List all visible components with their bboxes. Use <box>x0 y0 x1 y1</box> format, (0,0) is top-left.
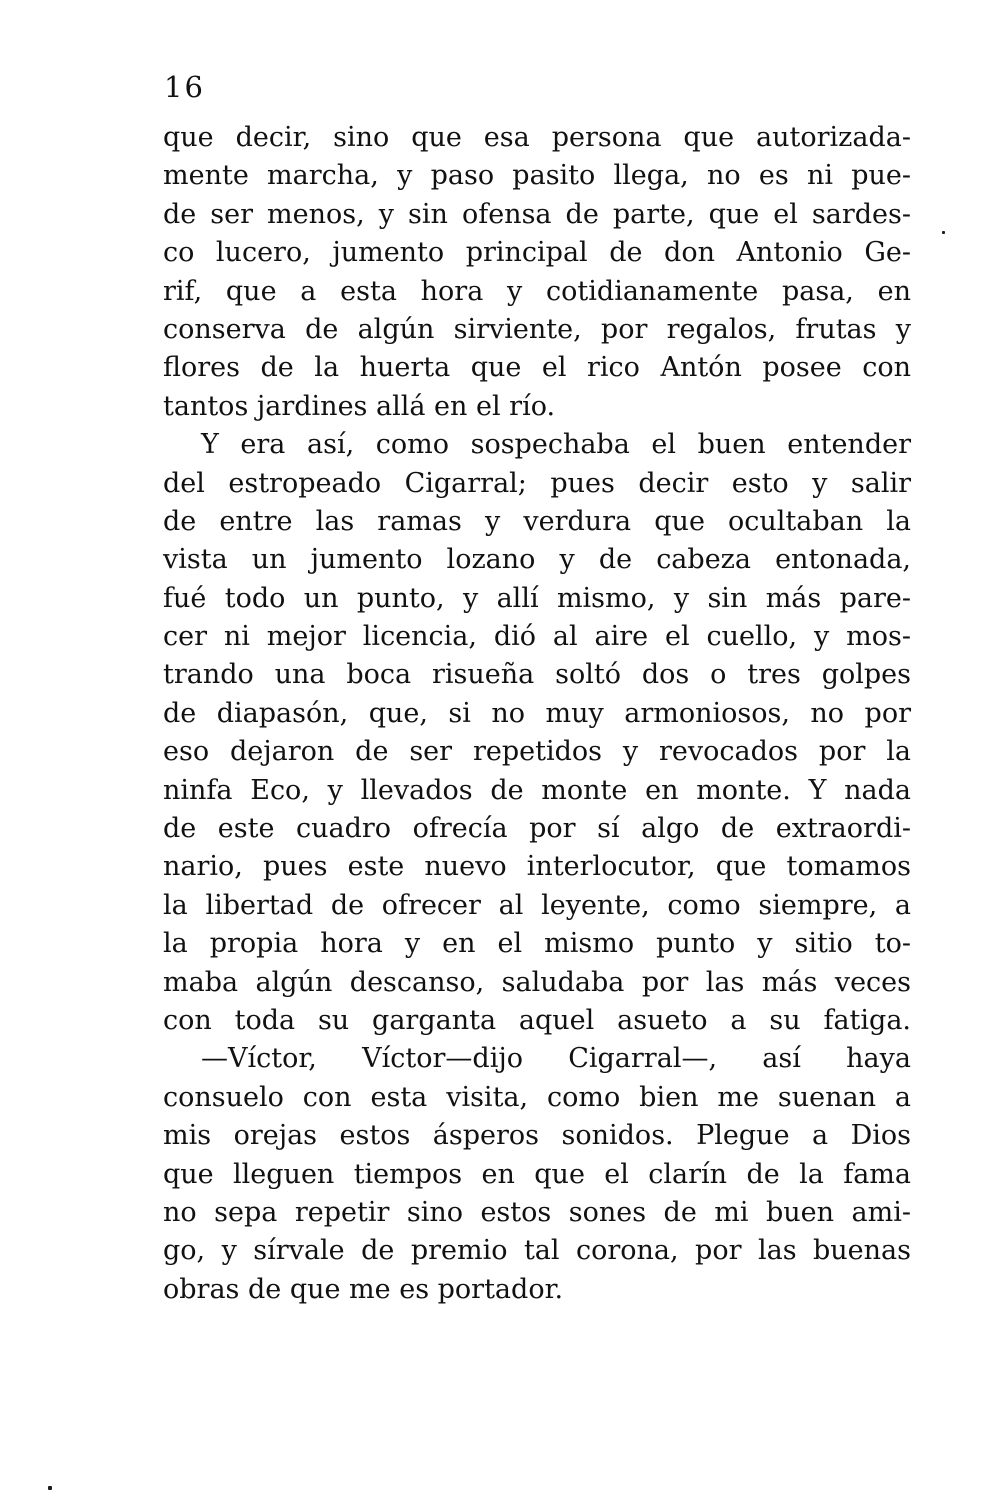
text-line: eso dejaron de ser repetidos y revocados por la <box>163 736 911 768</box>
text-line: go, y sírvale de premio tal corona, por las buenas <box>163 1235 911 1267</box>
text-line: vista un jumento lozano y de cabeza entonada, <box>163 544 911 576</box>
text-line: con toda su garganta aquel asueto a su fatiga. <box>163 1004 911 1036</box>
text-line: conserva de algún sirviente, por regalos, frutas y <box>163 313 911 345</box>
text-line: fué todo un punto, y allí mismo, y sin más pare- <box>163 582 911 614</box>
text-line: de diapasón, que, si no muy armoniosos, no por <box>163 697 911 729</box>
text-line: de entre las ramas y verdura que ocultaban la <box>163 505 911 537</box>
text-line: co lucero, jumento principal de don Antonio Ge- <box>163 237 911 269</box>
text-line: Y era así, como sospechaba el buen entender <box>201 429 911 461</box>
text-line: obras de que me es portador. <box>163 1273 564 1305</box>
text-line: la libertad de ofrecer al leyente, como siempre, a <box>163 889 911 921</box>
text-line: cer ni mejor licencia, dió al aire el cuello, y mos- <box>163 621 911 653</box>
text-line: ninfa Eco, y llevados de monte en monte. Y nada <box>163 774 911 806</box>
scan-speck <box>942 231 945 234</box>
text-line: trando una boca risueña soltó dos o tres golpes <box>163 659 911 691</box>
text-line: la propia hora y en el mismo punto y sitio to- <box>163 928 911 960</box>
scan-speck <box>48 1486 52 1490</box>
text-line: que decir, sino que esa persona que autorizada- <box>163 122 911 153</box>
text-block <box>163 119 911 1309</box>
text-line: de ser menos, y sin ofensa de parte, que el sardes- <box>163 198 911 230</box>
text-line: —Víctor, Víctor—dijo Cigarral—, así haya <box>201 1043 911 1075</box>
text-line: maba algún descanso, saludaba por las más veces <box>163 966 911 998</box>
text-line: no sepa repetir sino estos sones de mi buen ami- <box>163 1196 911 1228</box>
text-line: nario, pues este nuevo interlocutor, que tomamos <box>163 851 911 883</box>
text-line: flores de la huerta que el rico Antón posee con <box>163 352 911 384</box>
text-line: mis orejas estos ásperos sonidos. Plegue a Dios <box>163 1120 911 1152</box>
text-line: mente marcha, y paso pasito llega, no es ni pue- <box>163 160 911 192</box>
text-line: que lleguen tiempos en que el clarín de la fama <box>163 1158 911 1190</box>
page-number: 16 <box>164 70 205 104</box>
text-line: rif, que a esta hora y cotidianamente pasa, en <box>163 275 911 307</box>
text-line: tantos jardines allá en el río. <box>163 390 556 422</box>
text-line: de este cuadro ofrecía por sí algo de extraordi- <box>163 813 911 845</box>
text-line: consuelo con esta visita, como bien me suenan a <box>163 1081 911 1113</box>
text-line: del estropeado Cigarral; pues decir esto y salir <box>163 467 911 499</box>
